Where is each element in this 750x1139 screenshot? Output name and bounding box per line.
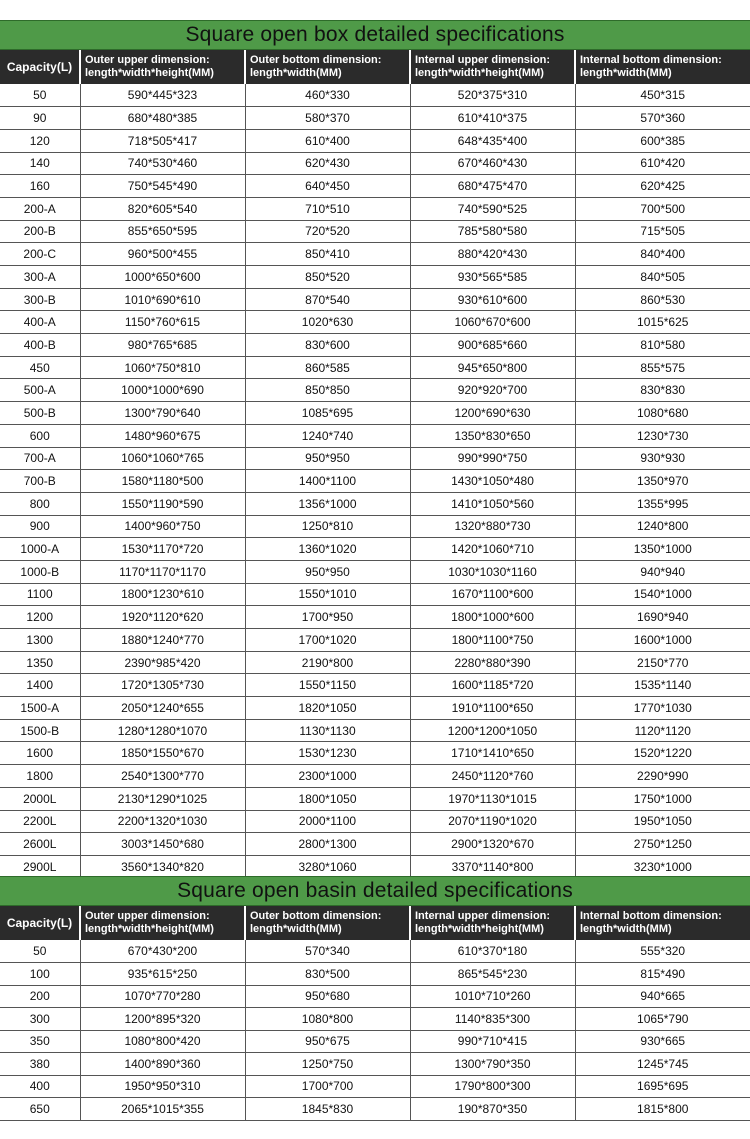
internal-upper-cell: 1600*1185*720 xyxy=(410,674,575,697)
outer-bottom-cell: 830*600 xyxy=(245,334,410,357)
outer-bottom-cell: 950*680 xyxy=(245,985,410,1008)
capacity-cell: 400 xyxy=(0,1075,80,1098)
internal-bottom-cell: 815*490 xyxy=(575,963,750,986)
capacity-cell: 200-C xyxy=(0,243,80,266)
table-row xyxy=(0,538,750,561)
internal-upper-cell: 865*545*230 xyxy=(410,963,575,986)
table-row xyxy=(0,583,750,606)
outer-upper-cell: 1850*1550*670 xyxy=(80,742,245,765)
outer-bottom-cell: 830*500 xyxy=(245,963,410,986)
outer-bottom-cell: 1550*1010 xyxy=(245,583,410,606)
internal-bottom-cell: 1120*1120 xyxy=(575,719,750,742)
outer-upper-cell: 1010*690*610 xyxy=(80,288,245,311)
internal-upper-cell: 2450*1120*760 xyxy=(410,765,575,788)
internal-upper-cell: 740*590*525 xyxy=(410,197,575,220)
internal-upper-cell: 1410*1050*560 xyxy=(410,492,575,515)
table-row xyxy=(0,243,750,266)
capacity-cell: 700-A xyxy=(0,447,80,470)
outer-bottom-cell: 850*850 xyxy=(245,379,410,402)
outer-upper-cell: 2390*985*420 xyxy=(80,651,245,674)
capacity-cell: 1200 xyxy=(0,606,80,629)
outer-bottom-cell: 1360*1020 xyxy=(245,538,410,561)
outer-bottom-header: Outer bottom dimension: length*width(MM) xyxy=(245,906,410,940)
internal-bottom-cell: 2750*1250 xyxy=(575,833,750,856)
capacity-cell: 650 xyxy=(0,1098,80,1121)
internal-bottom-cell: 930*665 xyxy=(575,1030,750,1053)
table-row xyxy=(0,129,750,152)
capacity-cell: 700-B xyxy=(0,470,80,493)
table-row xyxy=(0,742,750,765)
outer-bottom-cell: 640*450 xyxy=(245,175,410,198)
table-row xyxy=(0,963,750,986)
internal-upper-cell: 1300*790*350 xyxy=(410,1053,575,1076)
outer-upper-cell: 820*605*540 xyxy=(80,197,245,220)
outer-upper-cell: 960*500*455 xyxy=(80,243,245,266)
outer-upper-cell: 1800*1230*610 xyxy=(80,583,245,606)
internal-upper-cell: 990*990*750 xyxy=(410,447,575,470)
internal-bottom-cell: 1690*940 xyxy=(575,606,750,629)
table-row xyxy=(0,266,750,289)
capacity-cell: 1400 xyxy=(0,674,80,697)
outer-upper-cell: 1000*1000*690 xyxy=(80,379,245,402)
table-row xyxy=(0,197,750,220)
internal-bottom-cell: 810*580 xyxy=(575,334,750,357)
internal-upper-cell: 648*435*400 xyxy=(410,129,575,152)
capacity-cell: 140 xyxy=(0,152,80,175)
internal-upper-cell: 2280*880*390 xyxy=(410,651,575,674)
outer-upper-cell: 680*480*385 xyxy=(80,107,245,130)
table-row xyxy=(0,719,750,742)
internal-upper-cell: 930*610*600 xyxy=(410,288,575,311)
internal-upper-cell: 1710*1410*650 xyxy=(410,742,575,765)
outer-bottom-cell: 950*950 xyxy=(245,447,410,470)
outer-bottom-cell: 950*950 xyxy=(245,560,410,583)
internal-upper-cell: 880*420*430 xyxy=(410,243,575,266)
internal-upper-cell: 680*475*470 xyxy=(410,175,575,198)
table-row xyxy=(0,1053,750,1076)
outer-upper-cell: 855*650*595 xyxy=(80,220,245,243)
internal-upper-cell: 1970*1130*1015 xyxy=(410,787,575,810)
capacity-cell: 300-B xyxy=(0,288,80,311)
box-spec-section xyxy=(0,20,750,879)
internal-upper-cell: 1200*1200*1050 xyxy=(410,719,575,742)
internal-bottom-cell: 2290*990 xyxy=(575,765,750,788)
table-row xyxy=(0,379,750,402)
internal-upper-cell: 900*685*660 xyxy=(410,334,575,357)
capacity-cell: 1000-A xyxy=(0,538,80,561)
internal-bottom-cell: 3230*1000 xyxy=(575,855,750,878)
internal-bottom-cell: 1535*1140 xyxy=(575,674,750,697)
internal-bottom-cell: 610*420 xyxy=(575,152,750,175)
capacity-cell: 100 xyxy=(0,963,80,986)
internal-upper-cell: 3370*1140*800 xyxy=(410,855,575,878)
capacity-cell: 1000-B xyxy=(0,560,80,583)
table-row xyxy=(0,765,750,788)
outer-upper-header: Outer upper dimension: length*width*height(MM) xyxy=(80,50,245,84)
capacity-cell: 50 xyxy=(0,84,80,107)
outer-bottom-cell: 2800*1300 xyxy=(245,833,410,856)
table-row xyxy=(0,629,750,652)
capacity-cell: 350 xyxy=(0,1030,80,1053)
outer-upper-cell: 3003*1450*680 xyxy=(80,833,245,856)
basin-section-title: Square open basin detailed specifications xyxy=(177,879,573,902)
outer-upper-cell: 670*430*200 xyxy=(80,940,245,963)
box-table-header-row xyxy=(0,50,750,84)
capacity-cell: 500-B xyxy=(0,402,80,425)
basin-spec-table xyxy=(0,906,750,1121)
outer-upper-cell: 1200*895*320 xyxy=(80,1008,245,1031)
capacity-cell: 200-A xyxy=(0,197,80,220)
outer-upper-cell: 2200*1320*1030 xyxy=(80,810,245,833)
table-row xyxy=(0,220,750,243)
table-row xyxy=(0,1030,750,1053)
basin-spec-section xyxy=(0,876,750,1121)
outer-bottom-cell: 1820*1050 xyxy=(245,697,410,720)
outer-upper-cell: 718*505*417 xyxy=(80,129,245,152)
outer-bottom-cell: 1845*830 xyxy=(245,1098,410,1121)
internal-bottom-cell: 1015*625 xyxy=(575,311,750,334)
outer-bottom-cell: 950*675 xyxy=(245,1030,410,1053)
capacity-cell: 1600 xyxy=(0,742,80,765)
capacity-header: Capacity(L) xyxy=(0,50,80,84)
internal-upper-cell: 1140*835*300 xyxy=(410,1008,575,1031)
internal-upper-cell: 990*710*415 xyxy=(410,1030,575,1053)
internal-bottom-cell: 1750*1000 xyxy=(575,787,750,810)
outer-bottom-cell: 610*400 xyxy=(245,129,410,152)
outer-upper-cell: 1280*1280*1070 xyxy=(80,719,245,742)
table-row xyxy=(0,940,750,963)
internal-bottom-cell: 570*360 xyxy=(575,107,750,130)
outer-bottom-cell: 1530*1230 xyxy=(245,742,410,765)
outer-upper-cell: 2130*1290*1025 xyxy=(80,787,245,810)
internal-upper-cell: 1010*710*260 xyxy=(410,985,575,1008)
internal-upper-cell: 520*375*310 xyxy=(410,84,575,107)
table-row xyxy=(0,447,750,470)
internal-bottom-cell: 840*505 xyxy=(575,266,750,289)
outer-bottom-cell: 1400*1100 xyxy=(245,470,410,493)
capacity-cell: 200 xyxy=(0,985,80,1008)
outer-bottom-cell: 1550*1150 xyxy=(245,674,410,697)
outer-upper-cell: 3560*1340*820 xyxy=(80,855,245,878)
outer-bottom-cell: 850*520 xyxy=(245,266,410,289)
internal-upper-cell: 1030*1030*1160 xyxy=(410,560,575,583)
table-row xyxy=(0,651,750,674)
internal-bottom-cell: 450*315 xyxy=(575,84,750,107)
internal-bottom-cell: 620*425 xyxy=(575,175,750,198)
outer-upper-cell: 980*765*685 xyxy=(80,334,245,357)
internal-upper-cell: 2070*1190*1020 xyxy=(410,810,575,833)
outer-bottom-cell: 860*585 xyxy=(245,356,410,379)
internal-bottom-cell: 1600*1000 xyxy=(575,629,750,652)
capacity-cell: 1800 xyxy=(0,765,80,788)
capacity-cell: 400-B xyxy=(0,334,80,357)
capacity-cell: 1500-A xyxy=(0,697,80,720)
table-row xyxy=(0,1098,750,1121)
internal-upper-cell: 1420*1060*710 xyxy=(410,538,575,561)
outer-bottom-cell: 620*430 xyxy=(245,152,410,175)
internal-upper-header: Internal upper dimension: length*width*height(MM) xyxy=(410,50,575,84)
outer-bottom-cell: 2000*1100 xyxy=(245,810,410,833)
internal-upper-cell: 1800*1100*750 xyxy=(410,629,575,652)
internal-bottom-cell: 1245*745 xyxy=(575,1053,750,1076)
capacity-cell: 380 xyxy=(0,1053,80,1076)
outer-bottom-cell: 1085*695 xyxy=(245,402,410,425)
table-row xyxy=(0,833,750,856)
outer-upper-cell: 1480*960*675 xyxy=(80,424,245,447)
internal-upper-cell: 945*650*800 xyxy=(410,356,575,379)
outer-bottom-cell: 1130*1130 xyxy=(245,719,410,742)
internal-upper-cell: 610*410*375 xyxy=(410,107,575,130)
outer-upper-cell: 1400*890*360 xyxy=(80,1053,245,1076)
internal-upper-cell: 920*920*700 xyxy=(410,379,575,402)
table-row xyxy=(0,356,750,379)
table-row xyxy=(0,107,750,130)
outer-bottom-cell: 2300*1000 xyxy=(245,765,410,788)
outer-upper-cell: 2540*1300*770 xyxy=(80,765,245,788)
outer-bottom-cell: 1356*1000 xyxy=(245,492,410,515)
capacity-cell: 2900L xyxy=(0,855,80,878)
box-spec-table xyxy=(0,50,750,879)
outer-bottom-cell: 710*510 xyxy=(245,197,410,220)
capacity-cell: 500-A xyxy=(0,379,80,402)
internal-bottom-cell: 1240*800 xyxy=(575,515,750,538)
outer-bottom-cell: 570*340 xyxy=(245,940,410,963)
outer-bottom-cell: 1080*800 xyxy=(245,1008,410,1031)
outer-upper-cell: 1530*1170*720 xyxy=(80,538,245,561)
internal-bottom-cell: 1355*995 xyxy=(575,492,750,515)
internal-upper-cell: 1430*1050*480 xyxy=(410,470,575,493)
capacity-cell: 2000L xyxy=(0,787,80,810)
internal-bottom-cell: 840*400 xyxy=(575,243,750,266)
outer-upper-header: Outer upper dimension: length*width*height(MM) xyxy=(80,906,245,940)
table-row xyxy=(0,402,750,425)
box-section-title: Square open box detailed specifications xyxy=(185,23,565,46)
outer-upper-cell: 1070*770*280 xyxy=(80,985,245,1008)
internal-bottom-cell: 1815*800 xyxy=(575,1098,750,1121)
internal-bottom-cell: 1770*1030 xyxy=(575,697,750,720)
outer-bottom-cell: 460*330 xyxy=(245,84,410,107)
outer-upper-cell: 1150*760*615 xyxy=(80,311,245,334)
capacity-cell: 300-A xyxy=(0,266,80,289)
outer-bottom-cell: 1020*630 xyxy=(245,311,410,334)
capacity-cell: 2600L xyxy=(0,833,80,856)
internal-bottom-cell: 1540*1000 xyxy=(575,583,750,606)
capacity-cell: 900 xyxy=(0,515,80,538)
outer-upper-cell: 590*445*323 xyxy=(80,84,245,107)
internal-bottom-cell: 1520*1220 xyxy=(575,742,750,765)
capacity-cell: 120 xyxy=(0,129,80,152)
internal-bottom-header: Internal bottom dimension: length*width(MM) xyxy=(575,906,750,940)
internal-bottom-cell: 600*385 xyxy=(575,129,750,152)
capacity-cell: 300 xyxy=(0,1008,80,1031)
outer-upper-cell: 1300*790*640 xyxy=(80,402,245,425)
internal-upper-cell: 785*580*580 xyxy=(410,220,575,243)
outer-bottom-cell: 1700*1020 xyxy=(245,629,410,652)
outer-upper-cell: 740*530*460 xyxy=(80,152,245,175)
outer-bottom-cell: 1700*700 xyxy=(245,1075,410,1098)
internal-upper-cell: 1910*1100*650 xyxy=(410,697,575,720)
outer-upper-cell: 1950*950*310 xyxy=(80,1075,245,1098)
internal-bottom-cell: 930*930 xyxy=(575,447,750,470)
internal-bottom-cell: 1350*1000 xyxy=(575,538,750,561)
table-row xyxy=(0,606,750,629)
internal-bottom-cell: 1695*695 xyxy=(575,1075,750,1098)
internal-bottom-cell: 860*530 xyxy=(575,288,750,311)
table-row xyxy=(0,515,750,538)
internal-bottom-cell: 1080*680 xyxy=(575,402,750,425)
capacity-cell: 2200L xyxy=(0,810,80,833)
outer-upper-cell: 1920*1120*620 xyxy=(80,606,245,629)
internal-bottom-cell: 940*665 xyxy=(575,985,750,1008)
table-row xyxy=(0,175,750,198)
outer-upper-cell: 1170*1170*1170 xyxy=(80,560,245,583)
outer-bottom-cell: 720*520 xyxy=(245,220,410,243)
internal-upper-cell: 2900*1320*670 xyxy=(410,833,575,856)
outer-bottom-cell: 1800*1050 xyxy=(245,787,410,810)
outer-upper-cell: 1000*650*600 xyxy=(80,266,245,289)
outer-bottom-cell: 580*370 xyxy=(245,107,410,130)
internal-bottom-cell: 700*500 xyxy=(575,197,750,220)
table-row xyxy=(0,1008,750,1031)
internal-bottom-cell: 1065*790 xyxy=(575,1008,750,1031)
outer-upper-cell: 1400*960*750 xyxy=(80,515,245,538)
internal-bottom-header: Internal bottom dimension: length*width(MM) xyxy=(575,50,750,84)
table-row xyxy=(0,810,750,833)
table-row xyxy=(0,311,750,334)
outer-upper-cell: 1060*750*810 xyxy=(80,356,245,379)
capacity-cell: 400-A xyxy=(0,311,80,334)
outer-bottom-cell: 3280*1060 xyxy=(245,855,410,878)
internal-upper-cell: 930*565*585 xyxy=(410,266,575,289)
capacity-header: Capacity(L) xyxy=(0,906,80,940)
outer-bottom-cell: 1250*750 xyxy=(245,1053,410,1076)
outer-upper-cell: 1720*1305*730 xyxy=(80,674,245,697)
table-row xyxy=(0,674,750,697)
outer-upper-cell: 2065*1015*355 xyxy=(80,1098,245,1121)
internal-bottom-cell: 1350*970 xyxy=(575,470,750,493)
capacity-cell: 600 xyxy=(0,424,80,447)
outer-upper-cell: 1080*800*420 xyxy=(80,1030,245,1053)
table-row xyxy=(0,855,750,878)
internal-bottom-cell: 715*505 xyxy=(575,220,750,243)
internal-bottom-cell: 1230*730 xyxy=(575,424,750,447)
outer-upper-cell: 1880*1240*770 xyxy=(80,629,245,652)
internal-upper-cell: 190*870*350 xyxy=(410,1098,575,1121)
basin-section-title-bar xyxy=(0,876,750,906)
capacity-cell: 1300 xyxy=(0,629,80,652)
table-row xyxy=(0,985,750,1008)
internal-upper-cell: 670*460*430 xyxy=(410,152,575,175)
capacity-cell: 50 xyxy=(0,940,80,963)
table-row xyxy=(0,1075,750,1098)
table-row xyxy=(0,492,750,515)
outer-upper-cell: 935*615*250 xyxy=(80,963,245,986)
outer-bottom-header: Outer bottom dimension: length*width(MM) xyxy=(245,50,410,84)
outer-upper-cell: 750*545*490 xyxy=(80,175,245,198)
table-row xyxy=(0,288,750,311)
outer-bottom-cell: 1700*950 xyxy=(245,606,410,629)
capacity-cell: 90 xyxy=(0,107,80,130)
table-row xyxy=(0,560,750,583)
internal-upper-cell: 1060*670*600 xyxy=(410,311,575,334)
table-row xyxy=(0,697,750,720)
internal-upper-cell: 1200*690*630 xyxy=(410,402,575,425)
box-section-title-bar xyxy=(0,20,750,50)
outer-bottom-cell: 870*540 xyxy=(245,288,410,311)
outer-upper-cell: 1580*1180*500 xyxy=(80,470,245,493)
internal-bottom-cell: 2150*770 xyxy=(575,651,750,674)
internal-bottom-cell: 855*575 xyxy=(575,356,750,379)
internal-upper-cell: 1670*1100*600 xyxy=(410,583,575,606)
table-row xyxy=(0,152,750,175)
capacity-cell: 200-B xyxy=(0,220,80,243)
table-row xyxy=(0,334,750,357)
internal-bottom-cell: 555*320 xyxy=(575,940,750,963)
internal-upper-cell: 610*370*180 xyxy=(410,940,575,963)
table-row xyxy=(0,424,750,447)
capacity-cell: 800 xyxy=(0,492,80,515)
table-row xyxy=(0,84,750,107)
outer-upper-cell: 2050*1240*655 xyxy=(80,697,245,720)
outer-bottom-cell: 1240*740 xyxy=(245,424,410,447)
basin-table-header-row xyxy=(0,906,750,940)
internal-bottom-cell: 1950*1050 xyxy=(575,810,750,833)
outer-upper-cell: 1060*1060*765 xyxy=(80,447,245,470)
capacity-cell: 1350 xyxy=(0,651,80,674)
capacity-cell: 1500-B xyxy=(0,719,80,742)
internal-upper-cell: 1320*880*730 xyxy=(410,515,575,538)
internal-upper-cell: 1800*1000*600 xyxy=(410,606,575,629)
internal-bottom-cell: 830*830 xyxy=(575,379,750,402)
capacity-cell: 1100 xyxy=(0,583,80,606)
outer-bottom-cell: 1250*810 xyxy=(245,515,410,538)
internal-upper-cell: 1350*830*650 xyxy=(410,424,575,447)
capacity-cell: 160 xyxy=(0,175,80,198)
capacity-cell: 450 xyxy=(0,356,80,379)
table-row xyxy=(0,787,750,810)
internal-bottom-cell: 940*940 xyxy=(575,560,750,583)
table-row xyxy=(0,470,750,493)
outer-bottom-cell: 2190*800 xyxy=(245,651,410,674)
internal-upper-header: Internal upper dimension: length*width*height(MM) xyxy=(410,906,575,940)
outer-bottom-cell: 850*410 xyxy=(245,243,410,266)
outer-upper-cell: 1550*1190*590 xyxy=(80,492,245,515)
internal-upper-cell: 1790*800*300 xyxy=(410,1075,575,1098)
